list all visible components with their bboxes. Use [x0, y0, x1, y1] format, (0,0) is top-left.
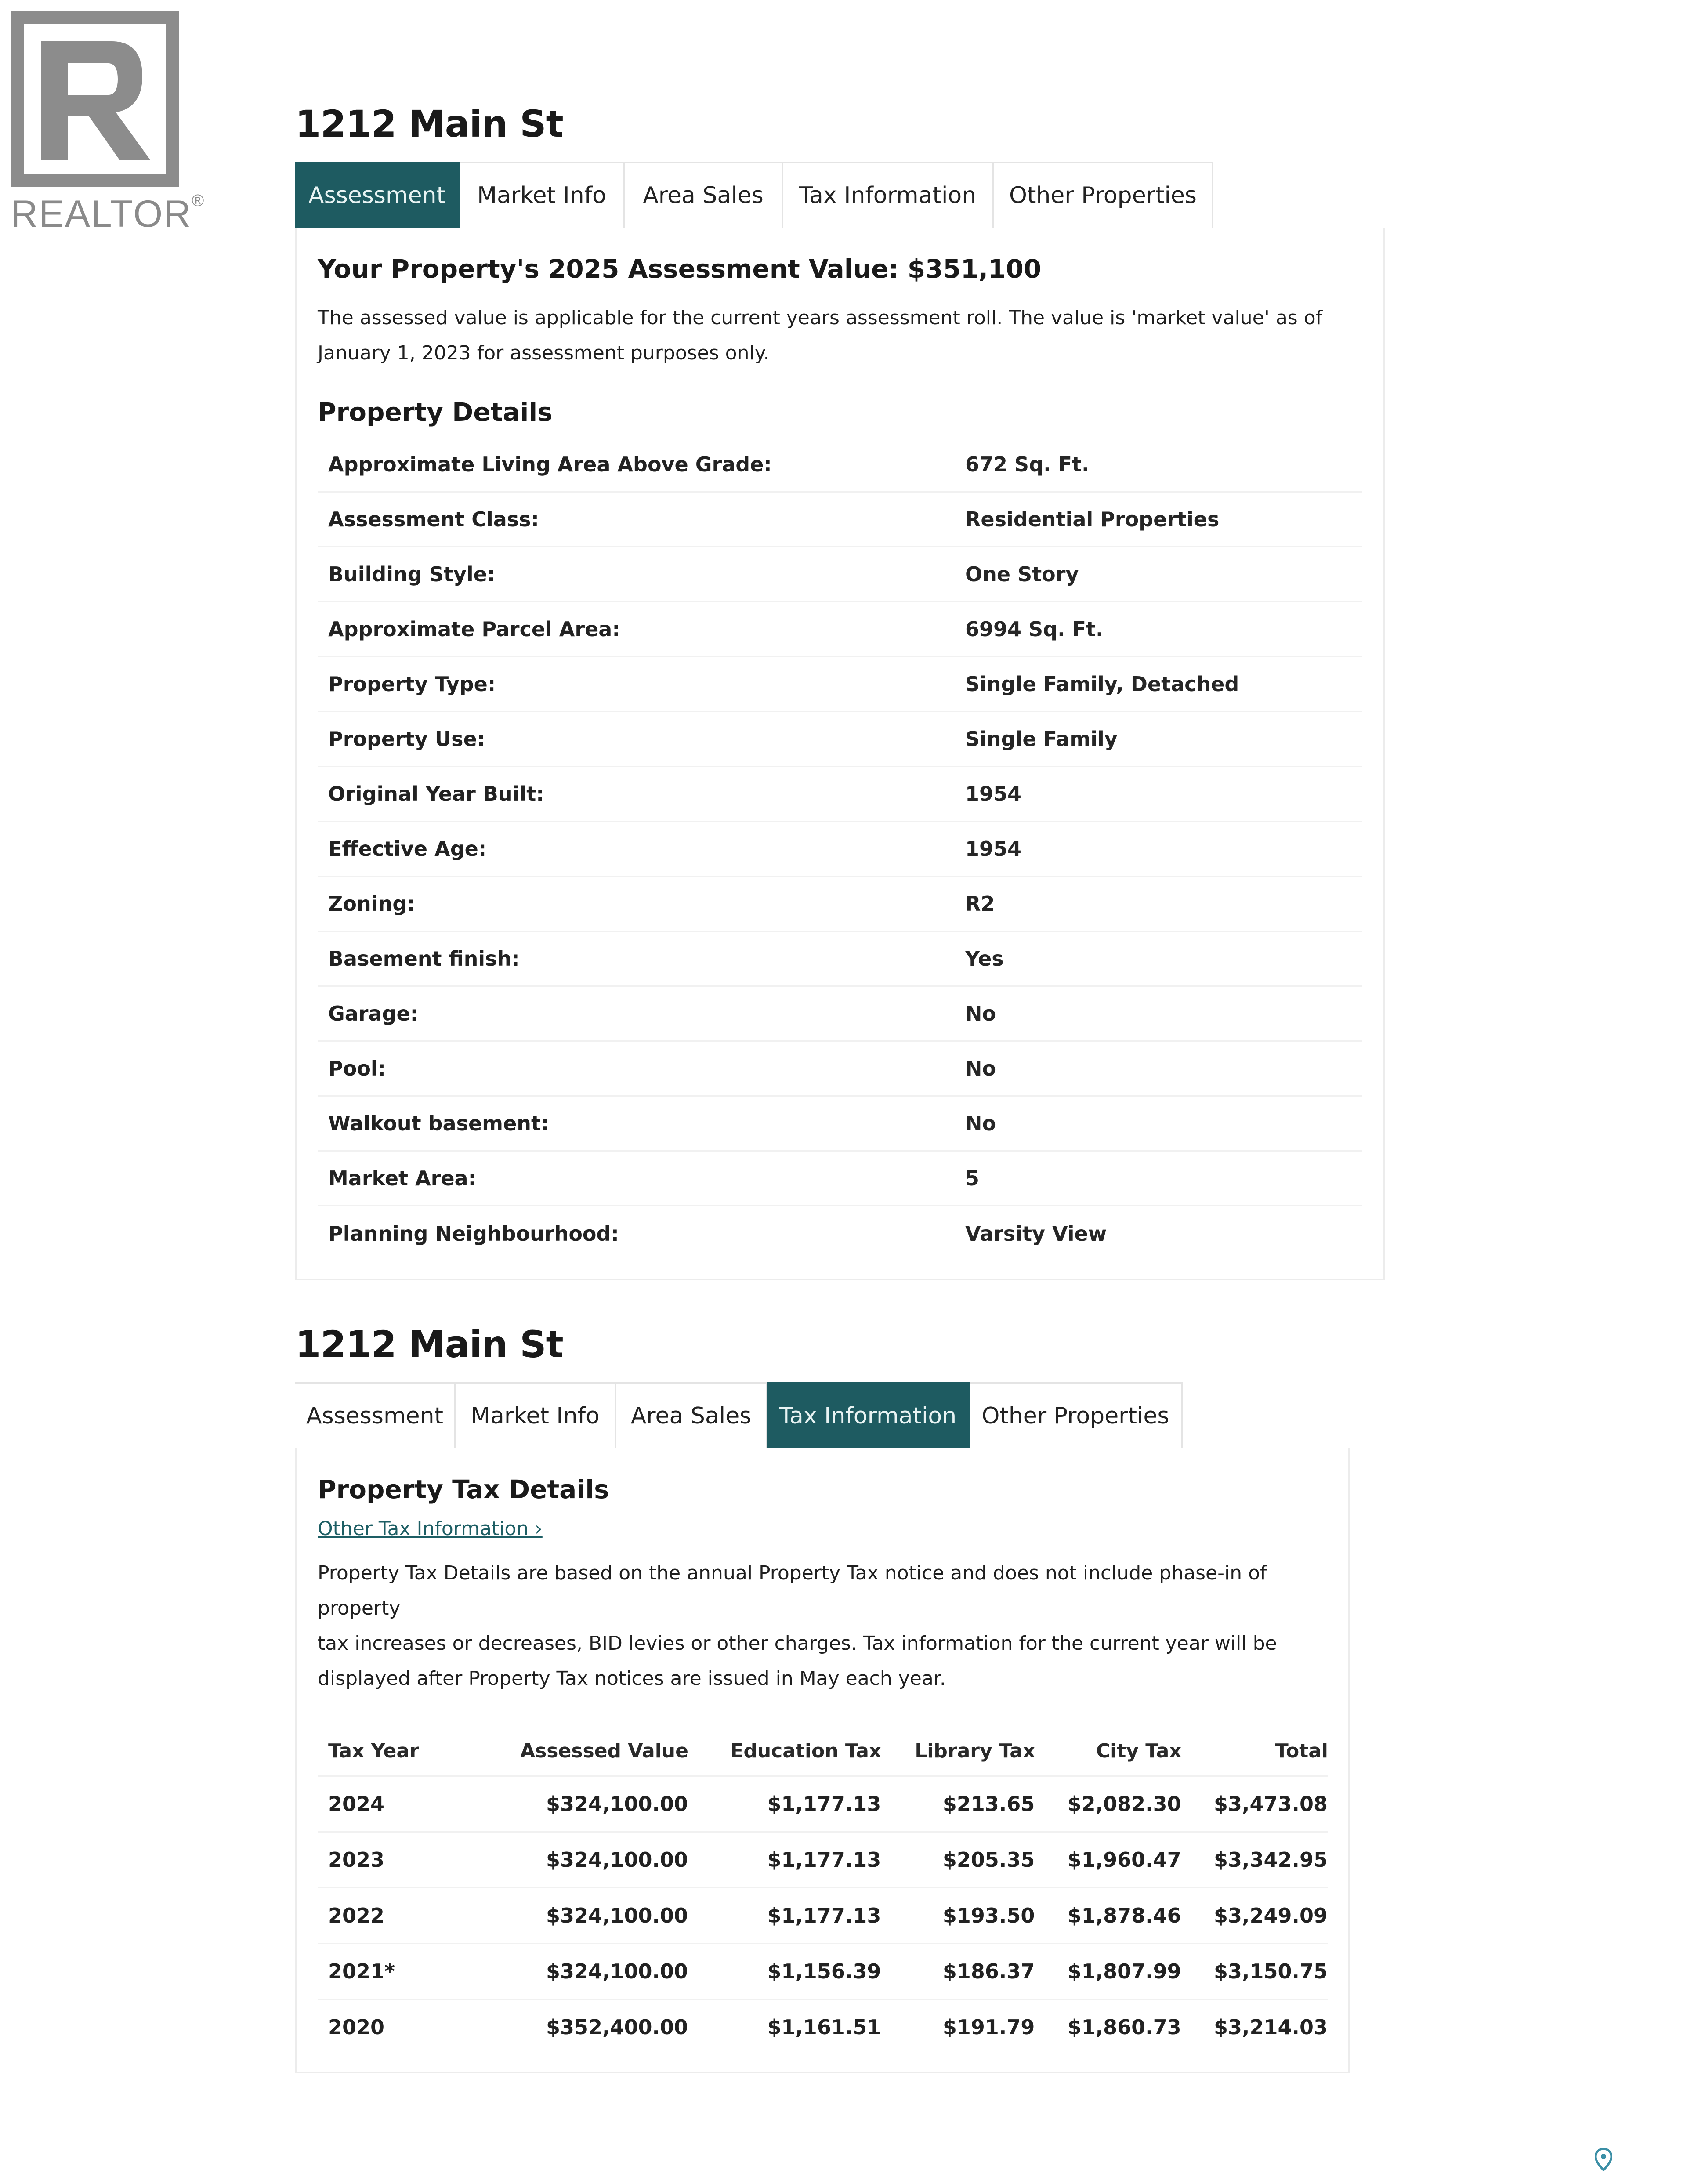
table-cell: $193.50: [881, 1887, 1035, 1943]
table-cell: $352,400.00: [474, 1999, 688, 2054]
tab-other-properties[interactable]: Other Properties: [994, 162, 1213, 228]
details-label: Assessment Class:: [328, 507, 539, 531]
table-cell: 2023: [318, 1832, 474, 1887]
table-cell: $324,100.00: [474, 1943, 688, 1999]
details-value: Residential Properties: [965, 507, 1220, 531]
table-cell: $1,807.99: [1035, 1943, 1181, 1999]
tab-area-sales[interactable]: Area Sales: [616, 1382, 767, 1448]
details-row: [318, 877, 1362, 932]
details-label: Effective Age:: [328, 837, 487, 861]
column-header: Tax Year: [328, 1740, 419, 1763]
tax-description-line3: displayed after Property Tax notices are issued in May each year.: [318, 1667, 946, 1690]
details-row: [318, 1206, 1362, 1261]
table-cell: $324,100.00: [474, 1832, 688, 1887]
table-cell: $3,342.95: [1182, 1832, 1328, 1887]
tab-market-info[interactable]: Market Info: [456, 1382, 616, 1448]
table-row: [318, 1832, 1328, 1887]
tax-panel: [295, 1323, 1350, 2073]
details-label: Property Use:: [328, 727, 485, 751]
assessment-panel: [295, 102, 1385, 1280]
details-value: No: [965, 1001, 996, 1025]
tax-history-table: [318, 1727, 1328, 2054]
property-tax-details-title: Property Tax Details: [318, 1474, 609, 1504]
table-cell: $1,960.47: [1035, 1832, 1181, 1887]
details-value: 672 Sq. Ft.: [965, 452, 1090, 476]
tax-description-line2: tax increases or decreases, BID levies or other charges. Tax information for the current year will be: [318, 1632, 1277, 1655]
table-cell: $1,177.13: [688, 1832, 881, 1887]
details-value: 1954: [965, 782, 1022, 806]
details-label: Approximate Living Area Above Grade:: [328, 452, 772, 476]
tax-card: [295, 1448, 1350, 2073]
table-cell: 2021*: [318, 1943, 474, 1999]
table-cell: $1,177.13: [688, 1887, 881, 1943]
table-row: [318, 1943, 1328, 1999]
table-cell: $324,100.00: [474, 1887, 688, 1943]
details-label: Walkout basement:: [328, 1111, 549, 1135]
details-row: [318, 1152, 1362, 1206]
tax-description-line1: Property Tax Details are based on the annual Property Tax notice and does not include phase-in of property: [318, 1561, 1267, 1619]
table-cell: 2022: [318, 1887, 474, 1943]
tab-tax-information[interactable]: Tax Information: [783, 162, 994, 228]
details-value: One Story: [965, 562, 1079, 586]
table-cell: $1,177.13: [688, 1776, 881, 1832]
details-row: [318, 822, 1362, 877]
details-row: [318, 602, 1362, 657]
details-value: Yes: [965, 946, 1004, 971]
table-cell: $191.79: [881, 1999, 1035, 2054]
tab-other-properties[interactable]: Other Properties: [970, 1382, 1183, 1448]
details-row: [318, 438, 1362, 493]
details-value: 5: [965, 1166, 980, 1190]
column-header: Education Tax: [730, 1740, 882, 1763]
details-value: 6994 Sq. Ft.: [965, 617, 1104, 641]
table-cell: $324,100.00: [474, 1776, 688, 1832]
details-label: Original Year Built:: [328, 782, 544, 806]
details-value: No: [965, 1111, 996, 1135]
table-header-row: [318, 1727, 1328, 1776]
details-value: Single Family: [965, 727, 1118, 751]
details-label: Approximate Parcel Area:: [328, 617, 620, 641]
tab-market-info[interactable]: Market Info: [460, 162, 625, 228]
table-cell: $2,082.30: [1035, 1776, 1181, 1832]
details-row: [318, 493, 1362, 547]
other-tax-information-link[interactable]: Other Tax Information ›: [318, 1517, 543, 1540]
tax-description: [318, 1556, 1327, 1696]
details-value: Varsity View: [965, 1222, 1107, 1246]
table-row: [318, 1887, 1328, 1943]
realtor-logo: [11, 11, 205, 235]
tab-area-sales[interactable]: Area Sales: [625, 162, 783, 228]
details-row: [318, 987, 1362, 1042]
table-cell: $213.65: [881, 1776, 1035, 1832]
details-label: Pool:: [328, 1056, 386, 1080]
tab-bar: [295, 162, 1385, 228]
details-label: Zoning:: [328, 891, 415, 916]
assessment-value-heading: Your Property's 2025 Assessment Value: $351,100: [318, 254, 1042, 284]
table-cell: $3,473.08: [1182, 1776, 1328, 1832]
table-cell: $186.37: [881, 1943, 1035, 1999]
table-cell: $3,150.75: [1182, 1943, 1328, 1999]
page-title: 1212 Main St: [295, 1323, 563, 1366]
details-row: [318, 712, 1362, 767]
details-label: Property Type:: [328, 672, 496, 696]
table-cell: $1,878.46: [1035, 1887, 1181, 1943]
table-cell: $205.35: [881, 1832, 1035, 1887]
assessment-note-line2: January 1, 2023 for assessment purposes only.: [318, 341, 770, 364]
property-details-title: Property Details: [318, 397, 553, 427]
details-value: R2: [965, 891, 995, 916]
details-label: Basement finish:: [328, 946, 520, 971]
table-row: [318, 1999, 1328, 2054]
details-row: [318, 1097, 1362, 1152]
tab-assessment[interactable]: Assessment: [295, 1382, 456, 1448]
details-row: [318, 547, 1362, 602]
assessment-note: [318, 301, 1362, 371]
column-header: Library Tax: [915, 1740, 1035, 1763]
table-cell: 2020: [318, 1999, 474, 2054]
table-cell: $1,156.39: [688, 1943, 881, 1999]
map-pin-icon: [1595, 2148, 1612, 2171]
details-value: No: [965, 1056, 996, 1080]
details-row: [318, 767, 1362, 822]
assessment-card: [295, 228, 1385, 1280]
assessment-note-line1: The assessed value is applicable for the current years assessment roll. The value is 'market value' as of: [318, 306, 1323, 329]
details-row: [318, 932, 1362, 987]
details-label: Building Style:: [328, 562, 496, 586]
table-row: [318, 1776, 1328, 1832]
property-details-list: [318, 438, 1362, 1261]
tab-assessment[interactable]: Assessment: [295, 162, 460, 228]
realtor-wordmark: REALTOR®: [11, 192, 205, 235]
details-row: [318, 1042, 1362, 1097]
details-value: Single Family, Detached: [965, 672, 1239, 696]
details-row: [318, 657, 1362, 712]
realtor-r-icon: [11, 11, 179, 187]
table-cell: $1,860.73: [1035, 1999, 1181, 2054]
details-value: 1954: [965, 837, 1022, 861]
column-header: Assessed Value: [520, 1740, 688, 1763]
table-cell: $3,214.03: [1182, 1999, 1328, 2054]
page-title: 1212 Main St: [295, 102, 563, 145]
table-cell: 2024: [318, 1776, 474, 1832]
column-header: Total: [1275, 1740, 1328, 1763]
tab-tax-information[interactable]: Tax Information: [767, 1382, 970, 1448]
details-label: Planning Neighbourhood:: [328, 1222, 619, 1246]
table-cell: $1,161.51: [688, 1999, 881, 2054]
details-label: Market Area:: [328, 1166, 476, 1190]
column-header: City Tax: [1096, 1740, 1182, 1763]
tab-bar: [295, 1382, 1350, 1448]
details-label: Garage:: [328, 1001, 419, 1025]
table-cell: $3,249.09: [1182, 1887, 1328, 1943]
